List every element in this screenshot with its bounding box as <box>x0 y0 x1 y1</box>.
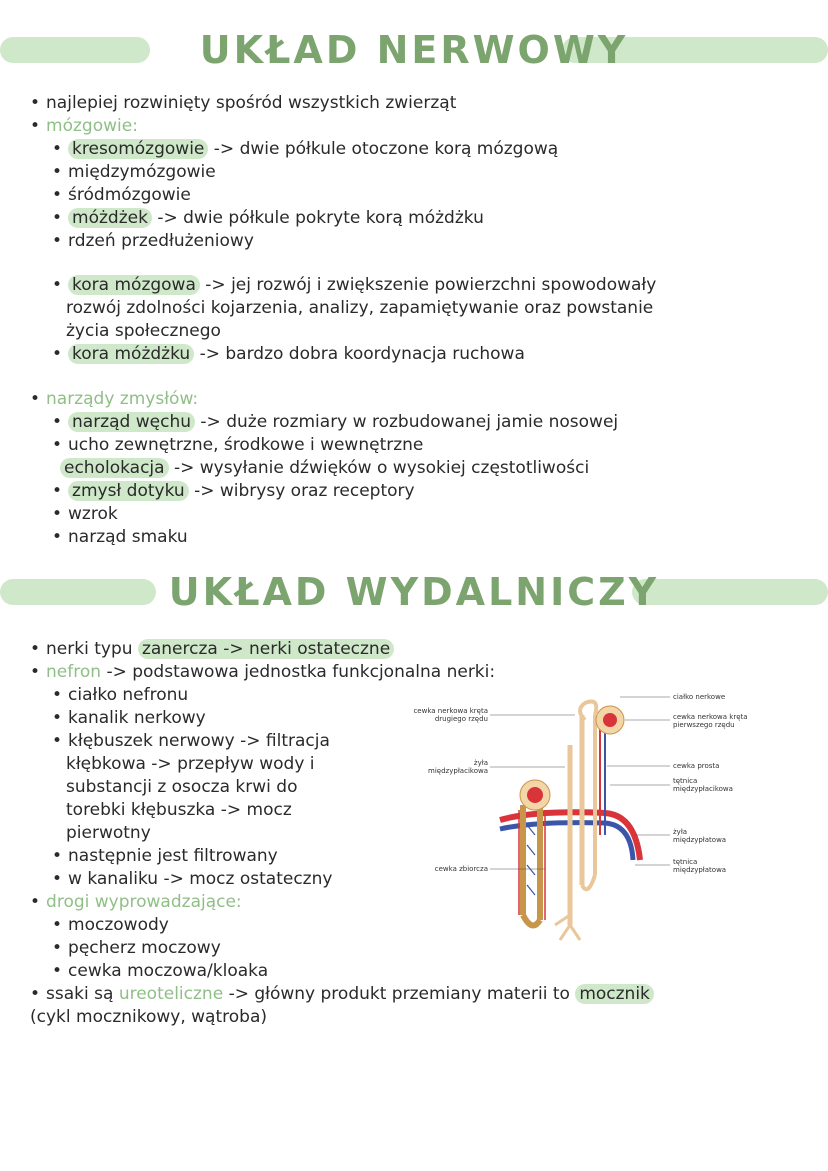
label: drogi wyprowadzające: <box>46 892 242 912</box>
highlight: zmysł dotyku <box>68 481 189 501</box>
list-item: • nefron -> podstawowa jednostka funkcjonalna nerki: <box>30 662 496 682</box>
section-header-excretory <box>0 562 828 622</box>
text: torebki kłębuszka -> mocz <box>66 800 292 820</box>
label-cewka-zbiorcza: cewka zbiorcza <box>434 865 488 873</box>
list-item: • moczowody <box>52 915 169 935</box>
label-cewka-kreta-2: cewka nerkowa kręta drugiego rzędu <box>413 707 488 723</box>
list-item-continued <box>30 1006 267 1028</box>
text: (cykl mocznikowy, wątroba) <box>30 1007 267 1027</box>
text: międzymózgowie <box>68 162 216 182</box>
label-zyla-miedzyplatowa: żyła międzypłatowa <box>673 828 727 844</box>
list-item: • kora móżdżku -> bardzo dobra koordynacja ruchowa <box>52 344 525 364</box>
text: pęcherz moczowy <box>68 938 221 958</box>
text: nerki typu <box>46 639 133 659</box>
nephron-diagram <box>395 685 785 945</box>
text: śródmózgowie <box>68 185 191 205</box>
text: cewka moczowa/kloaka <box>68 961 269 981</box>
highlight: zanercza -> nerki ostateczne <box>138 639 394 659</box>
text: -> podstawowa jednostka funkcjonalna nerki: <box>106 662 496 682</box>
text: ciałko nefronu <box>68 685 189 705</box>
list-item: • kłębuszek nerwowy -> filtracja <box>52 731 330 751</box>
list-item: • kresomózgowie -> dwie półkule otoczone korą mózgową <box>52 139 559 159</box>
text: następnie jest filtrowany <box>68 846 278 866</box>
list-item: • pęcherz moczowy <box>52 938 221 958</box>
highlight: móżdżek <box>68 208 152 228</box>
list-item: • w kanaliku -> mocz ostateczny <box>52 869 333 889</box>
label: narządy zmysłów: <box>46 389 199 409</box>
text: wzrok <box>68 504 118 524</box>
list-item: • móżdżek -> dwie półkule pokryte korą móżdżku <box>52 208 484 228</box>
list-item: • zmysł dotyku -> wibrysy oraz receptory <box>52 481 415 501</box>
label: mózgowie: <box>46 116 138 136</box>
text: ucho zewnętrzne, środkowe i wewnętrzne <box>68 435 424 455</box>
list-label: • narządy zmysłów: <box>30 389 199 409</box>
text: ssaki są <box>46 984 114 1004</box>
list-item: • kanalik nerkowy <box>52 708 206 728</box>
list-item: • najlepiej rozwinięty spośród wszystkich zwierząt <box>30 93 457 113</box>
text: rdzeń przedłużeniowy <box>68 231 254 251</box>
list-item: • ucho zewnętrzne, środkowe i wewnętrzne <box>52 435 424 455</box>
list-label: • drogi wyprowadzające: <box>30 892 242 912</box>
highlight: kresomózgowie <box>68 139 208 159</box>
list-item: • międzymózgowie <box>52 162 216 182</box>
text: rozwój zdolności kojarzenia, analizy, zapamiętywanie oraz powstanie <box>66 298 654 318</box>
list-item: • kora mózgowa -> jej rozwój i zwiększenie powierzchni spowodowały <box>52 275 657 295</box>
list-item-continued <box>66 320 221 342</box>
text: kłębuszek nerwowy -> filtracja <box>68 731 330 751</box>
text: -> wibrysy oraz receptory <box>194 481 415 501</box>
text: najlepiej rozwinięty spośród wszystkich zwierząt <box>46 93 457 113</box>
list-item: • narząd węchu -> duże rozmiary w rozbudowanej jamie nosowej <box>52 412 619 432</box>
label-cewka-prosta: cewka prosta <box>673 762 720 770</box>
text: -> główny produkt przemiany materii to <box>228 984 570 1004</box>
list-item: • nerki typu zanercza -> nerki ostateczne <box>30 638 394 660</box>
text: pierwotny <box>66 823 151 843</box>
text: -> dwie półkule otoczone korą mózgową <box>213 139 559 159</box>
text: narząd smaku <box>68 527 188 547</box>
highlight: kora mózgowa <box>68 275 200 295</box>
label-cewka-kreta-1: cewka nerkowa kręta pierwszego rzędu <box>673 713 748 729</box>
list-item-continued <box>66 776 297 798</box>
list-item-continued <box>66 822 151 844</box>
text: życia społecznego <box>66 321 221 341</box>
label-tetnica-miedzyplacikowa: tętnica międzypłacikowa <box>673 777 733 793</box>
label-tetnica-miedzyplatowa: tętnica międzypłatowa <box>673 858 727 874</box>
section-title: UKŁAD NERWOWY <box>199 28 629 72</box>
list-item-continued <box>60 457 589 479</box>
text: -> wysyłanie dźwięków o wysokiej częstotliwości <box>173 458 590 478</box>
list-item: • wzrok <box>52 504 118 524</box>
highlight: narząd węchu <box>68 412 195 432</box>
text: w kanaliku -> mocz ostateczny <box>68 869 333 889</box>
highlight: mocznik <box>575 984 654 1004</box>
text: -> bardzo dobra koordynacja ruchowa <box>199 344 525 364</box>
highlight: kora móżdżku <box>68 344 194 364</box>
label-zyla-miedzyplacikowa: żyła międzypłacikowa <box>428 759 488 775</box>
label-cialko-nerkowe: ciałko nerkowe <box>673 693 726 701</box>
list-item: • rdzeń przedłużeniowy <box>52 231 254 251</box>
text: moczowody <box>68 915 169 935</box>
list-item-continued <box>66 753 315 775</box>
text: kłębkowa -> przepływ wody i <box>66 754 315 774</box>
label: ureoteliczne <box>118 984 224 1004</box>
list-item: • następnie jest filtrowany <box>52 846 278 866</box>
text: -> duże rozmiary w rozbudowanej jamie nosowej <box>200 412 619 432</box>
list-item-continued <box>66 799 292 821</box>
list-item: • ssaki są ureoteliczne -> główny produkt przemiany materii to mocznik <box>30 983 654 1005</box>
list-label: • mózgowie: <box>30 116 138 136</box>
section-header-nervous <box>0 20 828 80</box>
text: -> jej rozwój i zwiększenie powierzchni spowodowały <box>205 275 657 295</box>
text: substancji z osocza krwi do <box>66 777 298 797</box>
list-item-continued <box>66 297 653 319</box>
text: -> dwie półkule pokryte korą móżdżku <box>157 208 484 228</box>
list-item: • narząd smaku <box>52 527 188 547</box>
label: nefron <box>46 662 102 682</box>
highlight: echolokacja <box>60 458 169 478</box>
text: kanalik nerkowy <box>68 708 206 728</box>
section-title: UKŁAD WYDALNICZY <box>168 570 660 614</box>
list-item: • ciałko nefronu <box>52 685 189 705</box>
list-item: • śródmózgowie <box>52 185 191 205</box>
list-item: • cewka moczowa/kloaka <box>52 961 269 981</box>
